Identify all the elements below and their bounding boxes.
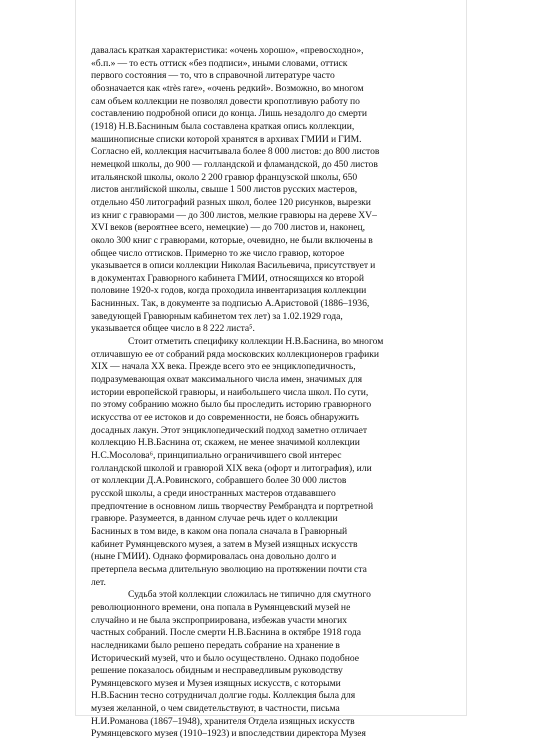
text-line: в документах Гравюрного кабинета ГМИИ, относящихся ко второй [91,272,365,284]
text-line: наследниками было решено передать собрание на хранение в [91,639,340,651]
text-line: обозначается как «très rare», «очень редкий». Возможно, во многом [91,82,364,94]
document-page [75,0,467,740]
text-line: указывается общее число в 8 222 листа⁵. [91,323,255,335]
text-line: искусства от ее истоков и до современности, не боясь обнаружить [91,412,359,424]
text-line: частных собраний. После смерти Н.В.Баснина в октябре 1918 года [91,627,361,639]
text-line: Баснинных. Так, в документе за подписью А.Аристовой (1886–1936, [91,298,370,310]
text-line: XVI веков (вероятнее всего, немецкие) — до 700 листов и, наконец, [91,222,366,234]
text-line: общее число оттисков. Примерно то же число гравюр, которое [91,247,345,259]
text-line: Румянцевского музея (1910–1923) и впоследствии директора Музея [91,728,366,740]
text-line: случайно и не была экспроприирована, избежав участи многих [91,614,348,626]
text-line: досадных лакун. Этот энциклопедический подход заметно отличает [91,424,368,436]
text-line: (ныне ГМИИ). Однако формировалась она довольно долго и [91,551,337,563]
text-line: давалась краткая характеристика: «очень хорошо», «превосходно», [91,45,364,56]
text-line: по этому собранию можно было бы проследить историю гравюрного [91,399,372,411]
text-line: составлению подробной описи до конца. Лишь незадолго до смерти [91,108,367,120]
text-line: Н.И.Романова (1867–1948), хранителя Отдела изящных искусств [91,715,355,727]
text-line: подразумевающая охват максимального числа имен, значимых для [91,374,363,386]
text-line: половине 1920-х годов, когда проходила инвентаризация коллекции [91,285,367,297]
text-line: музея желанной, о чем свидетельствуют, в частности, письма [91,703,340,715]
text-line: первого состояния — то, что в справочной литературе часто [91,70,335,82]
text-line: отдельно 450 литографий разных школ, более 120 рисунков, вырезки [91,196,371,208]
text-line: голландской школой и гравюрой XIX века (офорт и литография), или [91,462,372,474]
text-line: Согласно ей, коллекция насчитывала более 8 000 листов: до 800 листов [91,146,380,158]
text-line: лет. [91,576,106,588]
text-line: Судьба этой коллекции сложилась не типично для смутного [128,589,371,601]
text-line: истории европейской гравюры, и наибольшего числа школ. По сути, [91,386,369,398]
text-line: Исторический музей, что и было осуществлено. Однако подобное [91,652,360,664]
text-line: предпочтение в основном лишь творчеству Рембрандта и портретной [91,500,374,512]
text-line: Румянцевского музея и Музея изящных искусств, с которыми [91,677,341,689]
text-line: листов английской школы, свыше 1 500 листов русских мастеров, [91,184,358,196]
text-line: из книг с гравюрами — до 300 листов, мелкие гравюры на дереве XV– [91,209,377,221]
text-line: заведующей Гравюрным кабинетом тех лет) за 1.02.1929 года, [91,310,343,322]
text-line: революционного времени, она попала в Румянцевский музей не [91,601,351,613]
text-line: Басниных в том виде, в каком она попала сначала в Гравюрный [91,525,348,537]
text-line: гравюре. Разумеется, в данном случае речь идет о коллекции [91,513,338,525]
text-line: от коллекции Д.А.Ровинского, собравшего более 30 000 листов [91,475,347,487]
text-line: решение показалось обидным и несправедливым руководству [91,665,343,677]
text-line: Н.С.Мосолова⁶, принципиально ограничившего свой интерес [91,450,342,461]
text-line: около 300 книг с гравюрами, которые, очевидно, не были включены в [91,234,373,246]
text-line: кабинет Румянцевского музея, а затем в Музей изящных искусств [91,538,358,550]
text-line: «б.п.» — то есть оттиск «без подписи», иными словами, оттиск [91,57,348,69]
text-line: отличавшую ее от собраний ряда московских коллекционеров графики [91,348,380,360]
text-line: претерпела весьма длительную эволюцию на протяжении почти ста [91,563,367,575]
text-line: русской школы, а среди иностранных мастеров отдававшего [91,487,336,499]
text-line: Стоит отметить специфику коллекции Н.В.Баснина, во многом [128,336,384,348]
text-line: указывается в описи коллекции Николая Васильевича, присутствует и [91,260,376,272]
text-line: коллекцию Н.В.Баснина от, скажем, не менее значимой коллекции [91,437,360,449]
text-line: машинописные списки которой хранятся в архивах ГМИИ и ГИМ. [91,133,362,145]
document-body-text [91,45,455,741]
text-line: сам объем коллекции не позволял довести кропотливую работу по [91,95,360,107]
text-line: (1918) Н.В.Басниным была составлена краткая опись коллекции, [91,120,355,132]
text-line: итальянской школы, около 2 200 гравюр французской школы, 650 [91,171,358,183]
text-line: XIX — начала XX века. Прежде всего это ее энциклопедичность, [91,361,356,373]
text-line: Н.В.Баснин тесно сотрудничал долгие годы. Коллекция была для [91,690,356,702]
text-line: немецкой школы, до 900 — голландской и фламандской, до 450 листов [91,158,378,170]
